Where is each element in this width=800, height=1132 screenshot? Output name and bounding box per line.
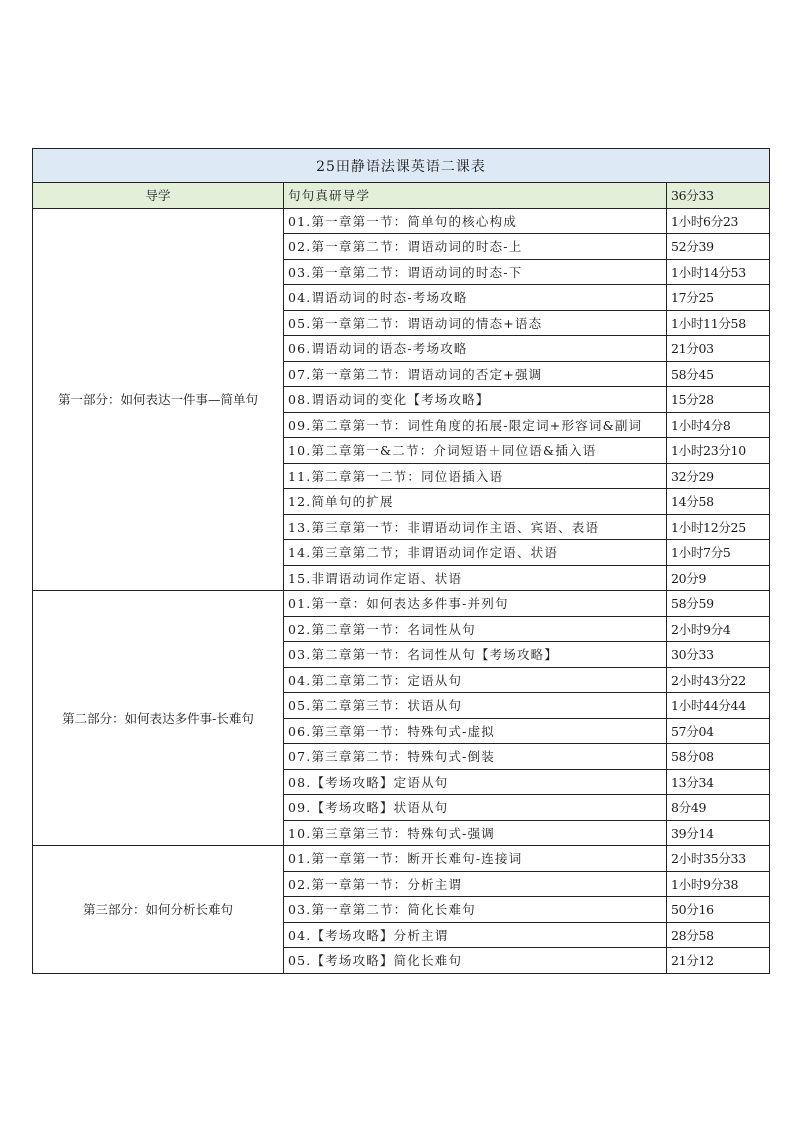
course-schedule-table <box>32 148 770 974</box>
lesson-duration: 21分03 <box>667 336 770 362</box>
lesson-duration: 39分14 <box>667 820 770 846</box>
lesson-title: 09.第二章第一节：词性角度的拓展-限定词+形容词&副词 <box>284 412 667 438</box>
lesson-duration: 58分08 <box>667 744 770 770</box>
lesson-duration: 1小时11分58 <box>667 310 770 336</box>
lesson-title: 05.第二章第三节：状语从句 <box>284 693 667 719</box>
lesson-title: 07.第三章第二节：特殊句式-倒装 <box>284 744 667 770</box>
lesson-title: 06.谓语动词的语态-考场攻略 <box>284 336 667 362</box>
intro-row <box>33 183 770 209</box>
lesson-duration: 8分49 <box>667 795 770 821</box>
lesson-title: 10.第三章第三节：特殊句式-强调 <box>284 820 667 846</box>
lesson-duration: 1小时4分8 <box>667 412 770 438</box>
lesson-row <box>33 591 770 617</box>
lesson-title: 07.第一章第二节：谓语动词的否定+强调 <box>284 361 667 387</box>
lesson-duration: 50分16 <box>667 897 770 923</box>
part-label: 第一部分：如何表达一件事—简单句 <box>33 208 284 591</box>
part-label: 第二部分：如何表达多件事-长难句 <box>33 591 284 846</box>
lesson-duration: 1小时9分38 <box>667 871 770 897</box>
intro-section-label: 导学 <box>33 183 284 209</box>
intro-duration: 36分33 <box>667 183 770 209</box>
lesson-duration: 1小时44分44 <box>667 693 770 719</box>
lesson-title: 09.【考场攻略】状语从句 <box>284 795 667 821</box>
lesson-duration: 13分34 <box>667 769 770 795</box>
lesson-duration: 2小时35分33 <box>667 846 770 872</box>
lesson-row <box>33 208 770 234</box>
lesson-duration: 14分58 <box>667 489 770 515</box>
lesson-duration: 1小时7分5 <box>667 540 770 566</box>
lesson-title: 02.第一章第二节：谓语动词的时态-上 <box>284 234 667 260</box>
lesson-title: 08.谓语动词的变化【考场攻略】 <box>284 387 667 413</box>
lesson-title: 01.第一章第一节：断开长难句-连接词 <box>284 846 667 872</box>
table-title: 25田静语法课英语二课表 <box>33 149 770 183</box>
lesson-row <box>33 846 770 872</box>
lesson-title: 01.第一章：如何表达多件事-并列句 <box>284 591 667 617</box>
lesson-duration: 1小时6分23 <box>667 208 770 234</box>
lesson-duration: 20分9 <box>667 565 770 591</box>
title-row <box>33 149 770 183</box>
lesson-title: 13.第三章第一节：非谓语动词作主语、宾语、表语 <box>284 514 667 540</box>
intro-lesson-title: 句句真研导学 <box>284 183 667 209</box>
lesson-duration: 32分29 <box>667 463 770 489</box>
lesson-title: 06.第三章第一节：特殊句式-虚拟 <box>284 718 667 744</box>
lesson-title: 08.【考场攻略】定语从句 <box>284 769 667 795</box>
lesson-duration: 1小时23分10 <box>667 438 770 464</box>
lesson-duration: 30分33 <box>667 642 770 668</box>
lesson-title: 04.谓语动词的时态-考场攻略 <box>284 285 667 311</box>
part-label: 第三部分：如何分析长难句 <box>33 846 284 974</box>
lesson-title: 05.【考场攻略】简化长难句 <box>284 948 667 974</box>
lesson-duration: 58分59 <box>667 591 770 617</box>
lesson-title: 03.第二章第一节：名词性从句【考场攻略】 <box>284 642 667 668</box>
lesson-duration: 17分25 <box>667 285 770 311</box>
lesson-title: 10.第二章第一&二节：介词短语＋同位语&插入语 <box>284 438 667 464</box>
lesson-duration: 15分28 <box>667 387 770 413</box>
lesson-title: 14.第三章第二节；非谓语动词作定语、状语 <box>284 540 667 566</box>
lesson-duration: 1小时12分25 <box>667 514 770 540</box>
lesson-title: 03.第一章第二节：简化长难句 <box>284 897 667 923</box>
lesson-title: 04.第二章第二节：定语从句 <box>284 667 667 693</box>
lesson-duration: 28分58 <box>667 922 770 948</box>
lesson-title: 11.第二章第一二节：同位语插入语 <box>284 463 667 489</box>
lesson-duration: 52分39 <box>667 234 770 260</box>
lesson-duration: 2小时9分4 <box>667 616 770 642</box>
lesson-title: 04.【考场攻略】分析主谓 <box>284 922 667 948</box>
lesson-title: 02.第一章第一节：分析主谓 <box>284 871 667 897</box>
lesson-title: 05.第一章第二节：谓语动词的情态+语态 <box>284 310 667 336</box>
lesson-duration: 21分12 <box>667 948 770 974</box>
lesson-duration: 57分04 <box>667 718 770 744</box>
lesson-title: 03.第一章第二节：谓语动词的时态-下 <box>284 259 667 285</box>
lesson-duration: 1小时14分53 <box>667 259 770 285</box>
lesson-title: 02.第二章第一节：名词性从句 <box>284 616 667 642</box>
lesson-title: 01.第一章第一节：简单句的核心构成 <box>284 208 667 234</box>
lesson-duration: 58分45 <box>667 361 770 387</box>
lesson-title: 12.简单句的扩展 <box>284 489 667 515</box>
lesson-title: 15.非谓语动词作定语、状语 <box>284 565 667 591</box>
lesson-duration: 2小时43分22 <box>667 667 770 693</box>
